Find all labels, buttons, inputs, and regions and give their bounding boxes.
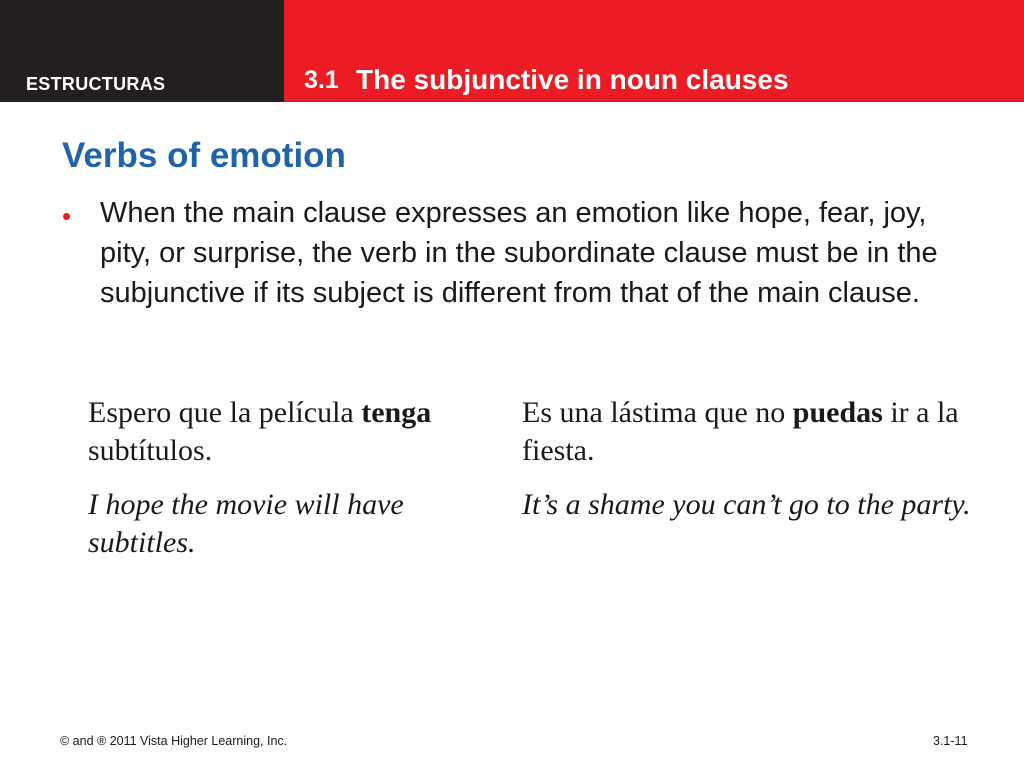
spanish-text-after: subtítulos. [88, 434, 213, 467]
spanish-text-before: Espero que la película [88, 396, 362, 429]
example-left [88, 394, 508, 562]
slide-header [0, 0, 1024, 102]
copyright-notice: © and ® 2011 Vista Higher Learning, Inc. [60, 734, 288, 748]
header-dark-panel [0, 0, 284, 102]
section-brand-label: ESTRUCTURAS [26, 74, 166, 94]
spanish-text-before: Es una lástima que no [522, 396, 793, 429]
example-right [522, 394, 982, 524]
slide-number: 3.1-11 [933, 734, 968, 748]
example-english-translation: It’s a shame you can’t go to the party. [522, 488, 971, 521]
example-english-translation: I hope the movie will have subtitles. [88, 488, 404, 559]
bullet-text: When the main clause expresses an emotion like hope, fear, joy, pity, or surprise, the verb in the subordinate clause must be in the subjunctive if its subject is different from that of the main clause. [100, 197, 938, 309]
spanish-text-after: ir a la fiesta. [522, 396, 959, 467]
section-title: The subjunctive in noun clauses [356, 64, 789, 95]
subjunctive-verb: tenga [361, 396, 432, 429]
example-spanish-sentence [88, 394, 508, 470]
section-number: 3.1 [304, 66, 339, 94]
example-spanish-sentence [522, 394, 982, 470]
subjunctive-verb: puedas [792, 396, 883, 429]
bullet-marker: • [62, 201, 72, 231]
page-title: Verbs of emotion [62, 136, 346, 175]
